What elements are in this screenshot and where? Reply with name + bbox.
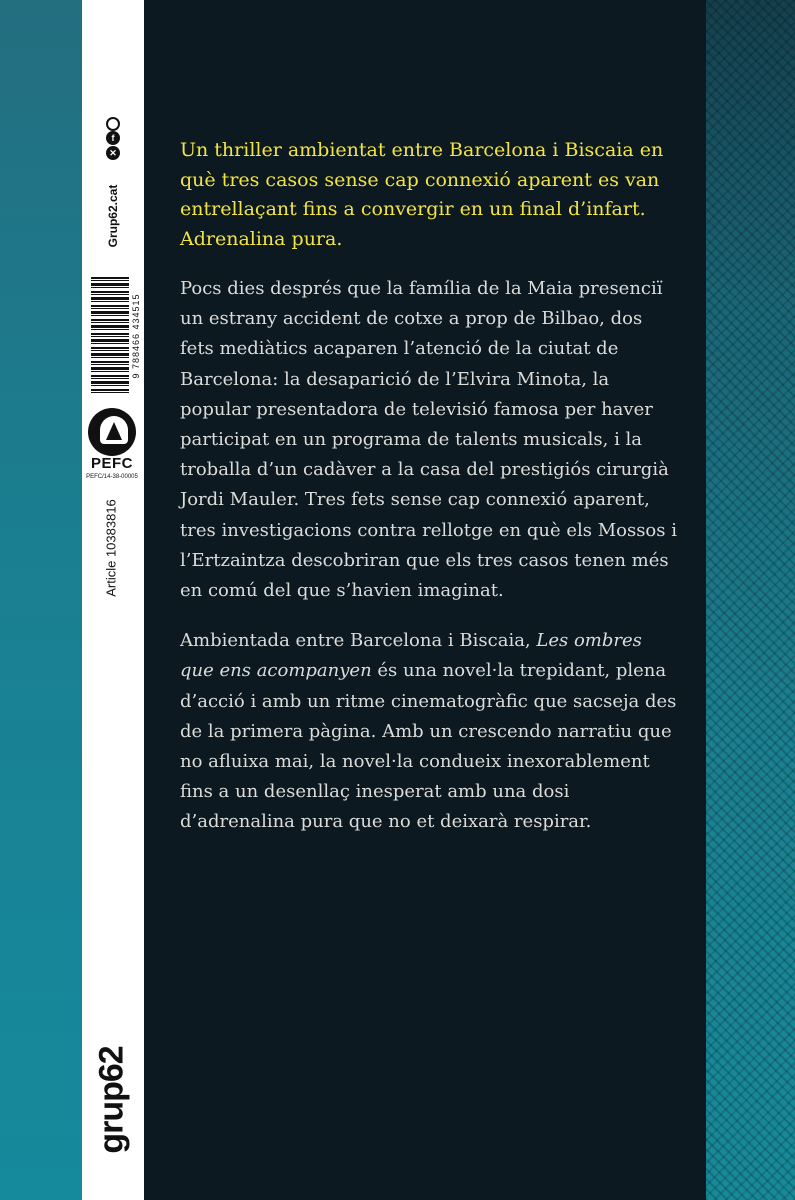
facebook-icon: f	[106, 131, 120, 145]
article-number: Article 10383816	[103, 499, 119, 597]
lead-text: Un thriller ambientat entre Barcelona i Biscaia en què tres casos sense cap connexió aparent es van entrellaçant fins a convergir en un final d’infart. Adrenalina pura.	[180, 139, 664, 250]
barcode-number: 9 788466 434515	[131, 293, 141, 379]
left-teal-band	[0, 0, 82, 1200]
synopsis-paragraph: Pocs dies després que la família de la Maia presenciï un estrany accident de cotxe a prop de Bilbao, dos fets mediàtics acaparen l’atenció de la ciutat de Barcelona: la desaparició de l’Elvira Minota, la popular presentadora de televisió famosa per haver participat en un programa de talents musicals, i la troballa d’un cadàver a la casa del prestigiós cirurgià Jordi Mauler. Tres fets sense cap connexió aparent, tres investigacions contra rellotge en què els Mossos i l’Ertzaintza descobriran que els tres casos tenen més en comú del que s’havien imaginat.	[180, 278, 677, 602]
instagram-icon	[106, 117, 120, 131]
right-textured-band	[706, 0, 795, 1200]
review-paragraph	[180, 626, 680, 837]
review-intro: Ambientada entre Barcelona i Biscaia,	[180, 630, 537, 652]
publisher-logo: grup62	[92, 1046, 131, 1154]
blurb	[180, 136, 680, 858]
trees-icon	[100, 416, 128, 444]
book-title: Les ombres que ens acompanyen	[180, 630, 642, 682]
pefc-label: PEFC	[90, 455, 133, 472]
barcode	[91, 277, 129, 395]
pefc-logo	[88, 408, 136, 456]
spine-strip	[82, 0, 144, 1200]
x-icon: ✕	[106, 146, 120, 160]
pefc-code: PEFC/14-38-00005	[86, 474, 138, 480]
publisher-website: Grup62.cat	[106, 184, 120, 248]
review-body: és una novel·la trepidant, plena d’acció i amb un ritme cinematogràfic que sacseja des de la primera pàgina. Amb un crescendo narratiu que no afluixa mai, la novel·la condueix inexorablement fins a un desenllaç inesperat amb una dosi d’adrenalina pura que no et deixarà respirar.	[180, 660, 677, 833]
